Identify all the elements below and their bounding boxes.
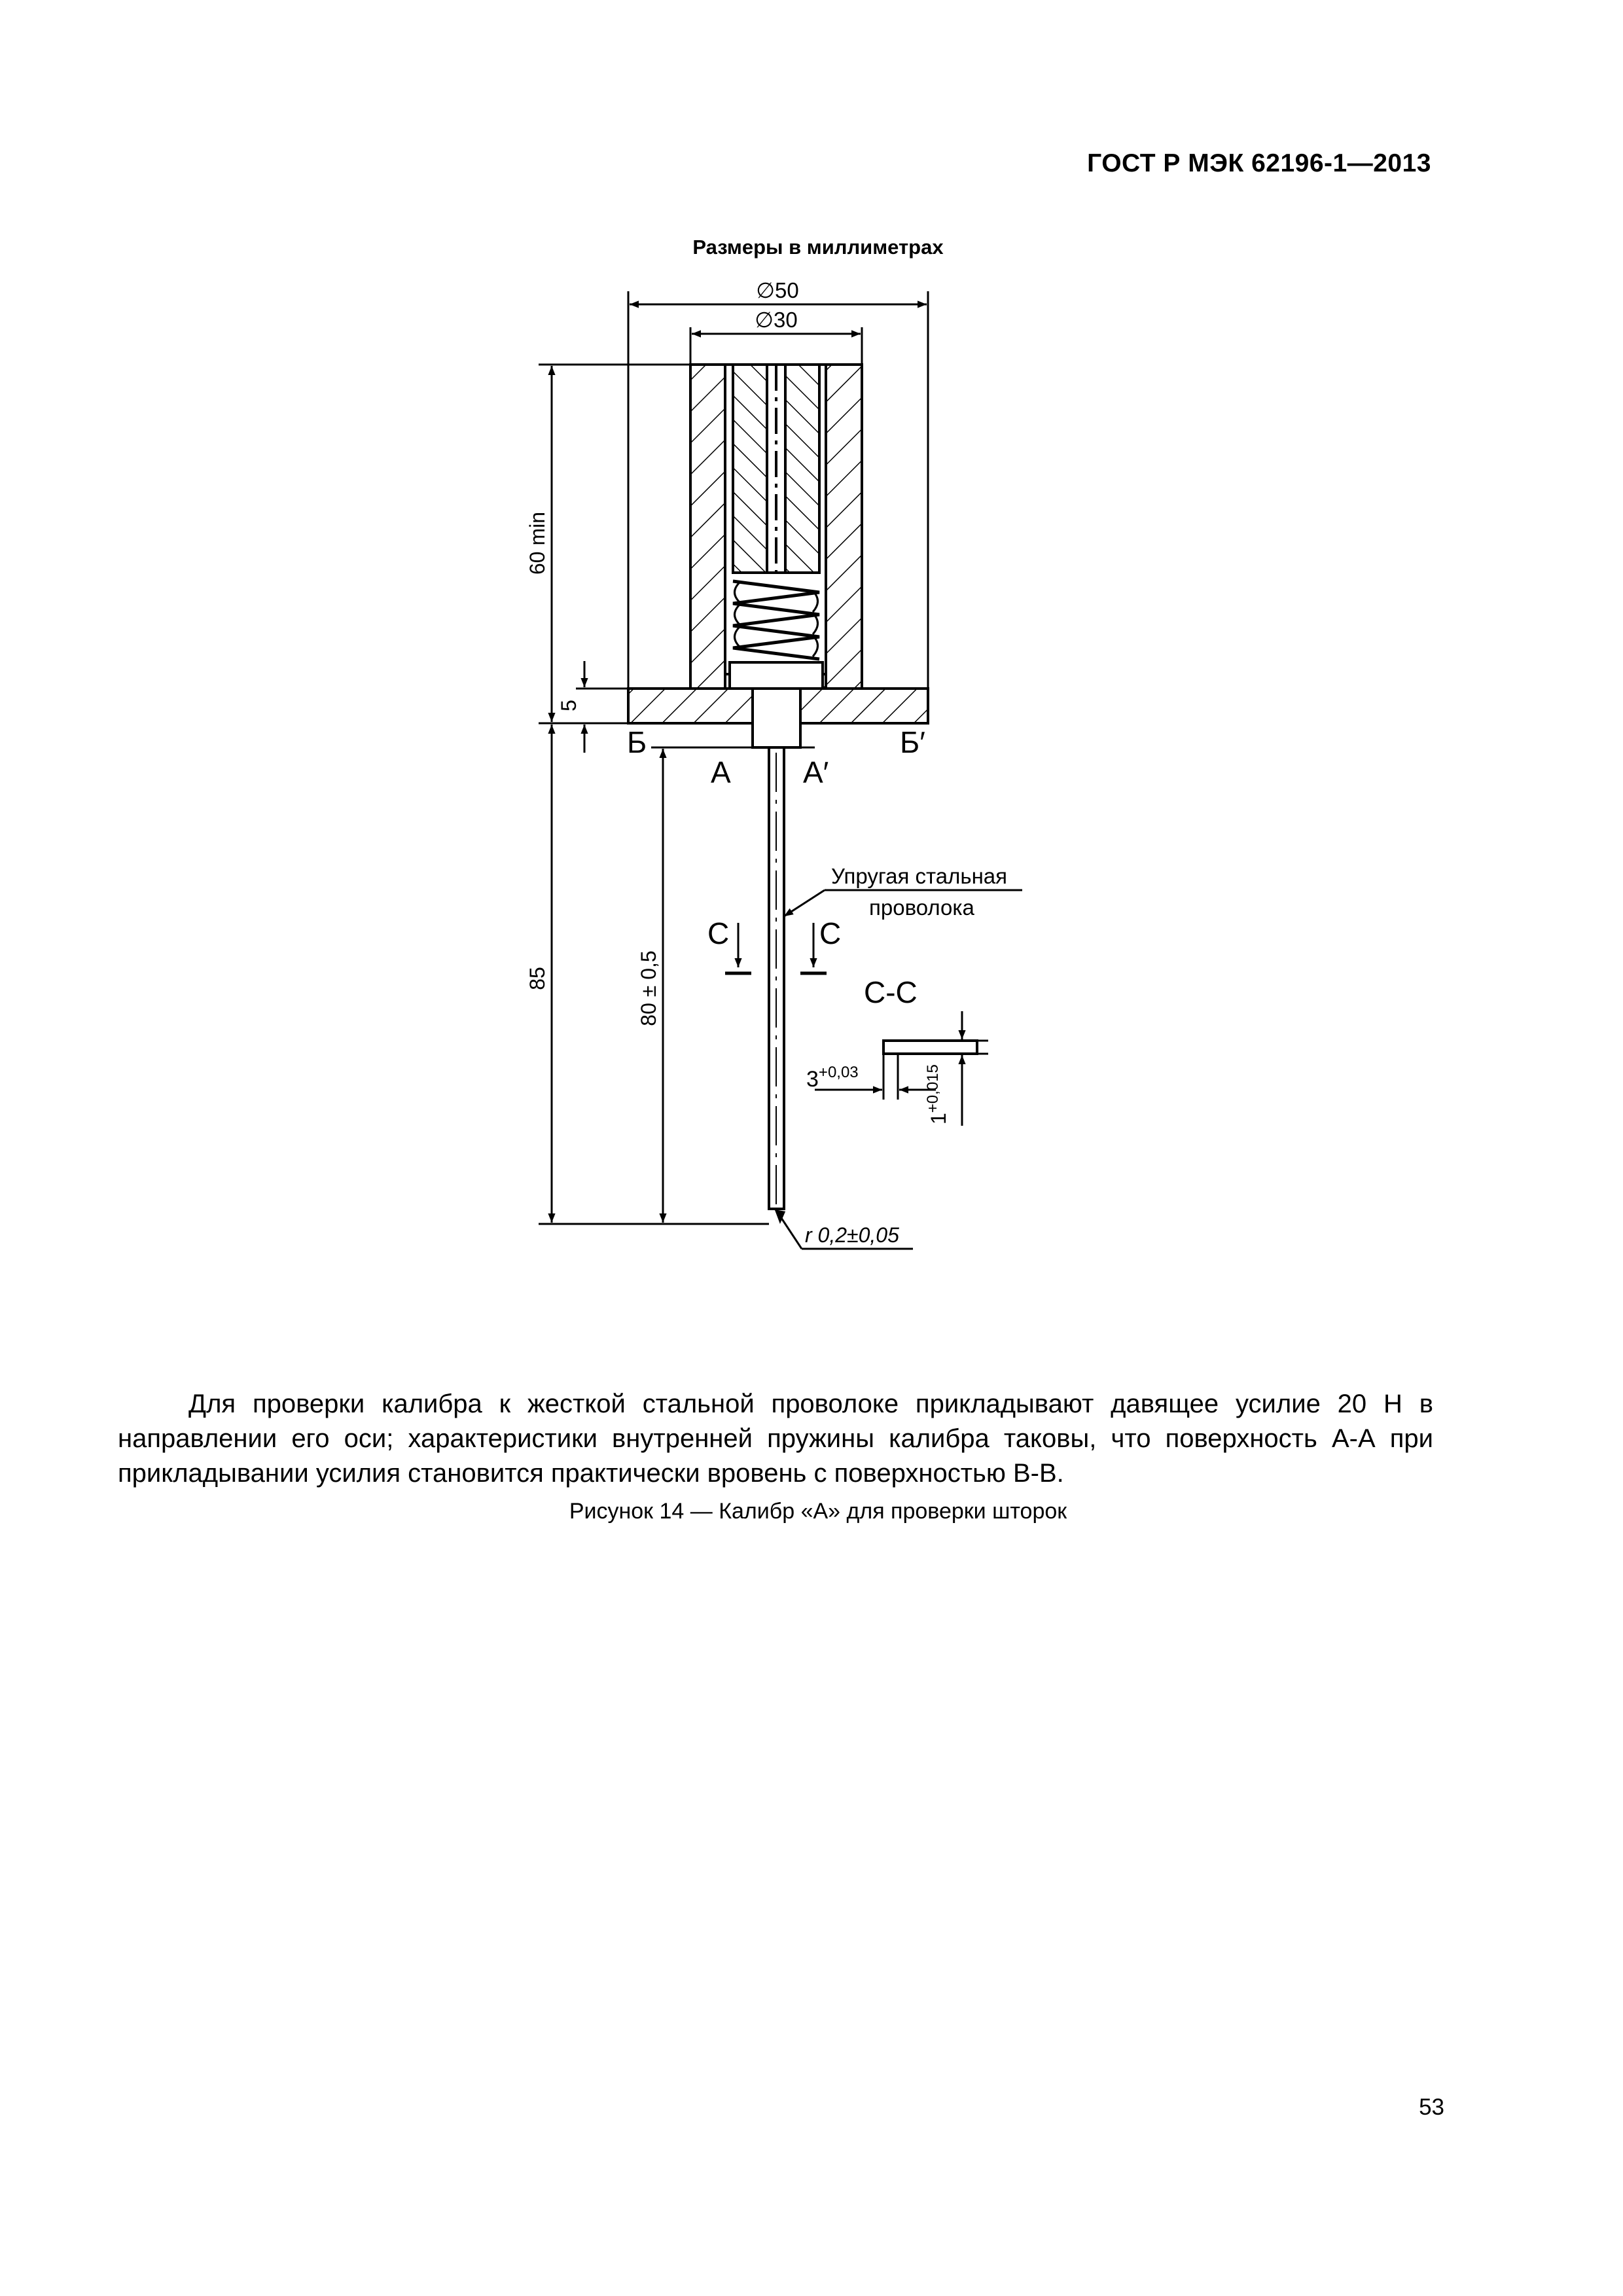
dim-60min	[539, 365, 690, 722]
spring	[733, 581, 819, 659]
steel-wire	[769, 747, 784, 1209]
label-a-left: А	[711, 755, 731, 789]
dim-3-label: $3^{+0,03}$	[806, 1064, 859, 1092]
dim-d30-label: ∅30	[755, 308, 798, 332]
document-header: ГОСТ Р МЭК 62196-1—2013	[1087, 149, 1431, 177]
section-title: С-С	[864, 975, 918, 1009]
dim-60min-label: 60 min	[526, 511, 549, 575]
units-note: Размеры в миллиметрах	[692, 236, 944, 259]
dim-d30	[690, 327, 862, 365]
plunger	[733, 365, 819, 573]
wire-label-line1: Упругая стальная	[831, 864, 1008, 888]
section-c-left: С	[707, 916, 730, 950]
body-paragraph: Для проверки калибра к жесткой стальной проволоке прикладывают давящее усилие 20 Н в направлении его оси; характеристики внутренней пружины калибра таковы, что поверхность А-А при прикладывании усилия становится практически вровень с поверхностью В-В.	[118, 1390, 1433, 1488]
page-number: 53	[1419, 2094, 1444, 2120]
label-b-right: Б′	[900, 725, 925, 759]
dim-d50-label: ∅50	[756, 278, 799, 302]
dim-85-label: 85	[526, 967, 549, 990]
figure-caption: Рисунок 14 — Калибр «А» для проверки шторок	[569, 1499, 1067, 1524]
dim-1-label: $1^{+0,015}$	[924, 1064, 950, 1124]
dim-5-label: 5	[557, 700, 580, 711]
wire-label-line2: проволока	[869, 895, 974, 920]
label-a-right: А′	[803, 755, 829, 789]
label-b-left: Б	[627, 725, 647, 759]
section-c-right: С	[819, 916, 842, 950]
dim-80-label: 80 ± 0,5	[637, 950, 660, 1026]
radius-label: r 0,2±0,05	[805, 1223, 899, 1247]
